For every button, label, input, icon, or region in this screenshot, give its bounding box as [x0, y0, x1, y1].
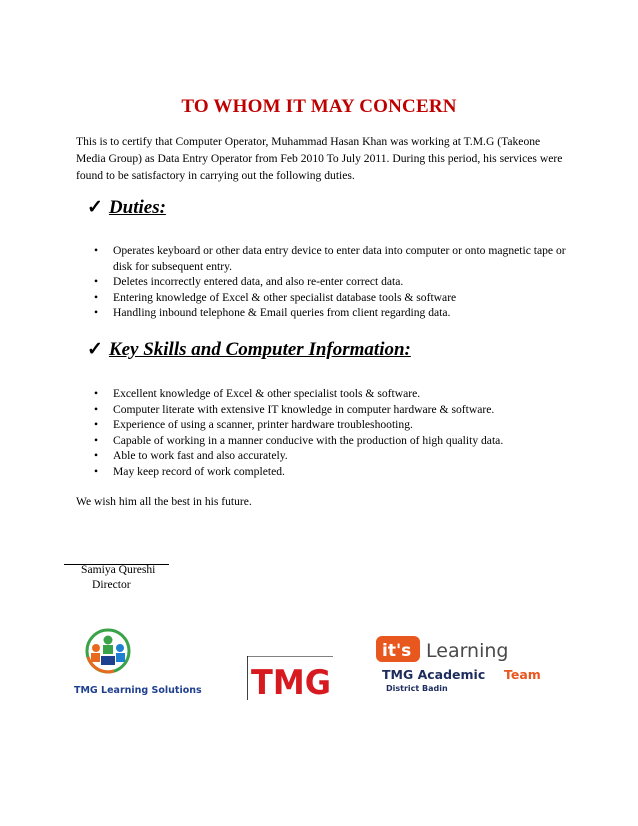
bullet-icon: •: [93, 244, 99, 257]
bullet-icon: •: [93, 275, 99, 289]
closing-text: We wish him all the best in his future.: [76, 495, 252, 508]
duties-heading-label: Duties:: [108, 197, 166, 218]
bullet-icon: •: [93, 449, 99, 463]
svg-text:TMG Learning Solutions: TMG Learning Solutions: [74, 685, 202, 696]
svg-text:it's: it's: [382, 641, 412, 661]
page-title: TO WHOM IT MAY CONCERN: [181, 96, 457, 117]
list-item: • Computer literate with extensive IT knowledge in computer hardware & software.: [93, 402, 495, 416]
svg-text:District Badin: District Badin: [386, 684, 448, 692]
list-item: • Handling inbound telephone & Email queries from client regarding data.: [93, 306, 451, 320]
checkmark-icon: ✓: [87, 339, 103, 360]
bullet-icon: •: [93, 387, 99, 400]
list-item: • May keep record of work completed.: [93, 464, 285, 478]
intro-paragraph: This is to certify that Computer Operator, Muhammad Hasan Khan was working at T.M.G (Takeone Media Group) as Data Entry Operator from Feb 2010 To July 2011. During this period, his services were found to be satisfactory in carrying out the following duties.: [76, 135, 563, 182]
bullet-icon: •: [93, 464, 99, 478]
bullet-icon: •: [93, 402, 99, 416]
svg-text:TMG: TMG: [251, 663, 331, 700]
duties-list: [92, 243, 572, 321]
bullet-icon: •: [93, 306, 99, 320]
tmg-learning-solutions-logo: [74, 627, 220, 699]
list-item: • Experience of using a scanner, printer hardware troubleshooting.: [93, 418, 413, 432]
list-item: • Deletes incorrectly entered data, and also re-enter correct data.: [93, 275, 404, 289]
signatory-title: Director: [92, 578, 131, 591]
skills-heading-label: Key Skills and Computer Information:: [108, 339, 411, 360]
bullet-icon: •: [93, 433, 99, 447]
checkmark-icon: ✓: [87, 197, 103, 218]
skills-list: [92, 386, 572, 480]
svg-text:Learning: Learning: [426, 640, 509, 662]
list-item: • Excellent knowledge of Excel & other specialist tools & software.: [93, 387, 421, 400]
bullet-icon: •: [93, 290, 99, 304]
list-item: • Able to work fast and also accurately.: [93, 449, 288, 463]
its-learning-logo: [376, 632, 560, 692]
signatory-name: Samiya Qureshi: [81, 563, 156, 576]
list-item: • Operates keyboard or other data entry device to enter data into computer or onto magnetic tape or disk for subsequent entry.: [93, 244, 566, 273]
svg-text:TMG Academic: TMG Academic: [382, 667, 486, 682]
skills-heading: [87, 338, 411, 361]
list-item: • Capable of working in a manner conducive with the production of high quality data.: [93, 433, 504, 447]
duties-heading: [87, 196, 166, 219]
svg-text:Team: Team: [504, 667, 541, 682]
bullet-icon: •: [93, 418, 99, 432]
list-item: • Entering knowledge of Excel & other specialist database tools & software: [93, 290, 457, 304]
tmg-logo: [247, 656, 337, 700]
